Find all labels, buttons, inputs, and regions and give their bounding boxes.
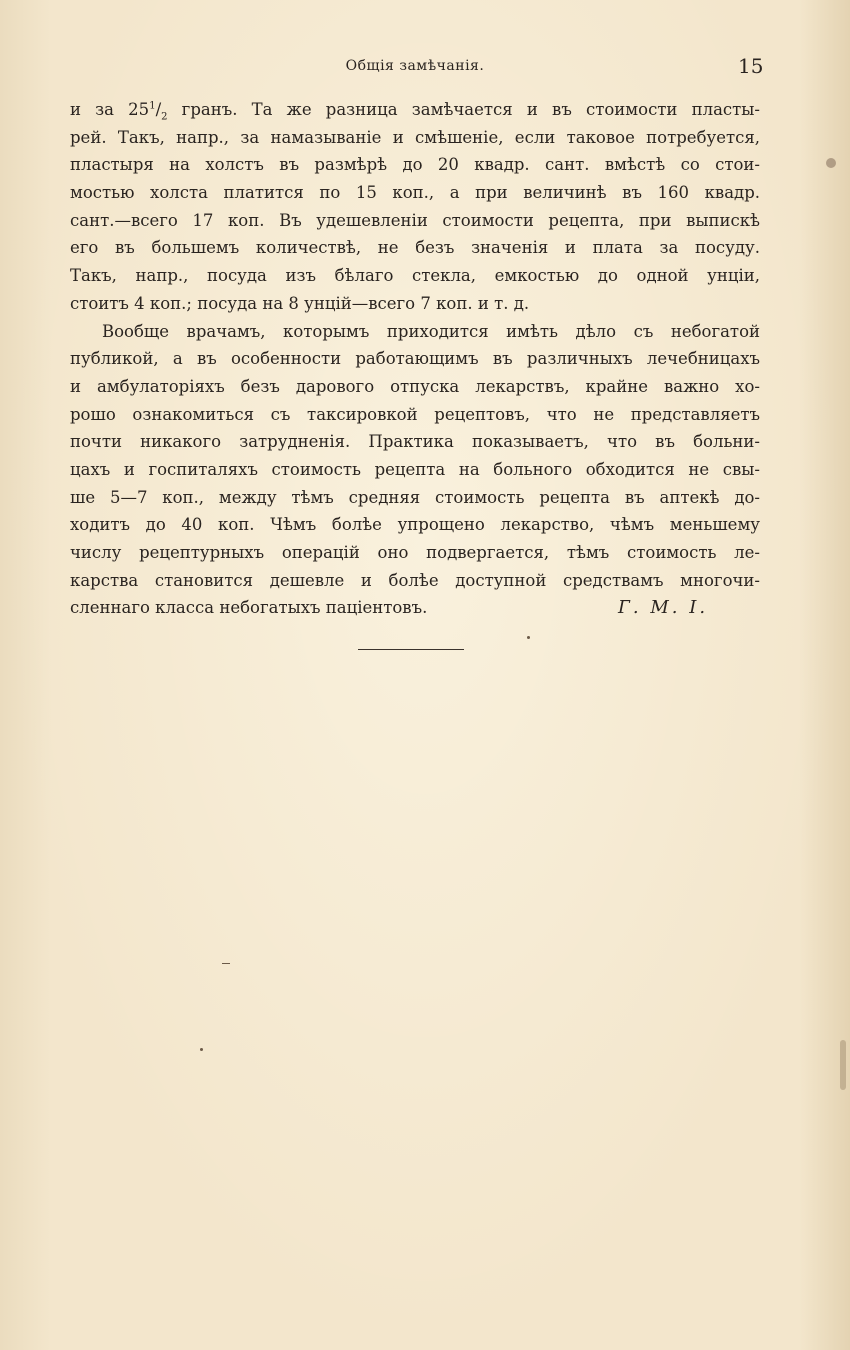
text-fragment: гранъ. Та же разница замѣчается и въ стоимости пласты- [167,100,760,119]
text-line [70,594,760,622]
speck [527,636,530,639]
text-line: числу рецептурныхъ операцій оно подвергается, тѣмъ стоимость ле- [70,543,760,562]
text-fragment: и за 25 [70,100,150,119]
text-line: цахъ и госпиталяхъ стоимость рецепта на больного обходится не свы- [70,459,760,479]
text-line: ше 5—7 коп., между тѣмъ средняя стоимость рецепта въ аптекѣ до- [70,487,760,507]
text-line: его въ большемъ количествѣ, не безъ значенія и плата за посуду. [70,238,760,258]
page-number: 15 [738,54,764,78]
running-head [0,54,850,82]
text-line: сант.—всего 17 коп. Въ удешевленіи стоимости рецепта, при выпискѣ [70,210,760,230]
speck [222,963,230,964]
text-line: публикой, а въ особенности работающимъ въ различныхъ лечебницахъ [70,349,760,369]
speck [840,1040,846,1090]
text-line: стоитъ 4 коп.; посуда на 8 унцій—всего 7 коп. и т. д. [70,293,530,313]
author-signature: Г. М. I. [618,597,709,619]
speck [826,158,836,168]
text-line: рей. Такъ, напр., за намазываніе и смѣшеніе, если таковое потребуется, [70,127,760,147]
text-line: карства становится дешевле и болѣе доступной средствамъ многочи- [70,570,760,590]
fraction-numerator: 1 [149,100,156,112]
text-line [70,96,760,124]
text-line: мостью холста платится по 15 коп., а при величинѣ въ 160 квадр. [70,183,760,203]
section-divider [358,649,464,650]
fraction-denominator: 2 [161,111,168,123]
body-text [70,96,760,622]
text-line: и амбулаторіяхъ безъ дарового отпуска лекарствъ, крайне важно хо- [70,376,760,396]
text-line: Вообще врачамъ, которымъ приходится имѣть дѣло съ небогатой [102,321,760,341]
text-line: почти никакого затрудненія. Практика показываетъ, что въ больни- [70,432,760,452]
fraction-slash: / [155,100,162,119]
text-line: пластыря на холстъ въ размѣрѣ до 20 квадр. сант. вмѣстѣ со стои- [70,155,760,175]
text-line: ходитъ до 40 коп. Чѣмъ болѣе упрощено лекарство, чѣмъ меньшему [70,515,760,535]
text-line: рошо ознакомиться съ таксировкой рецептовъ, что не представляетъ [70,404,760,424]
text-fragment: сленнаго класса небогатыхъ паціентовъ. [70,598,428,618]
running-head-title: Общія замѣчанія. [345,58,485,74]
speck [200,1048,203,1051]
text-line: Такъ, напр., посуда изъ бѣлаго стекла, емкостью до одной унціи, [70,266,760,286]
